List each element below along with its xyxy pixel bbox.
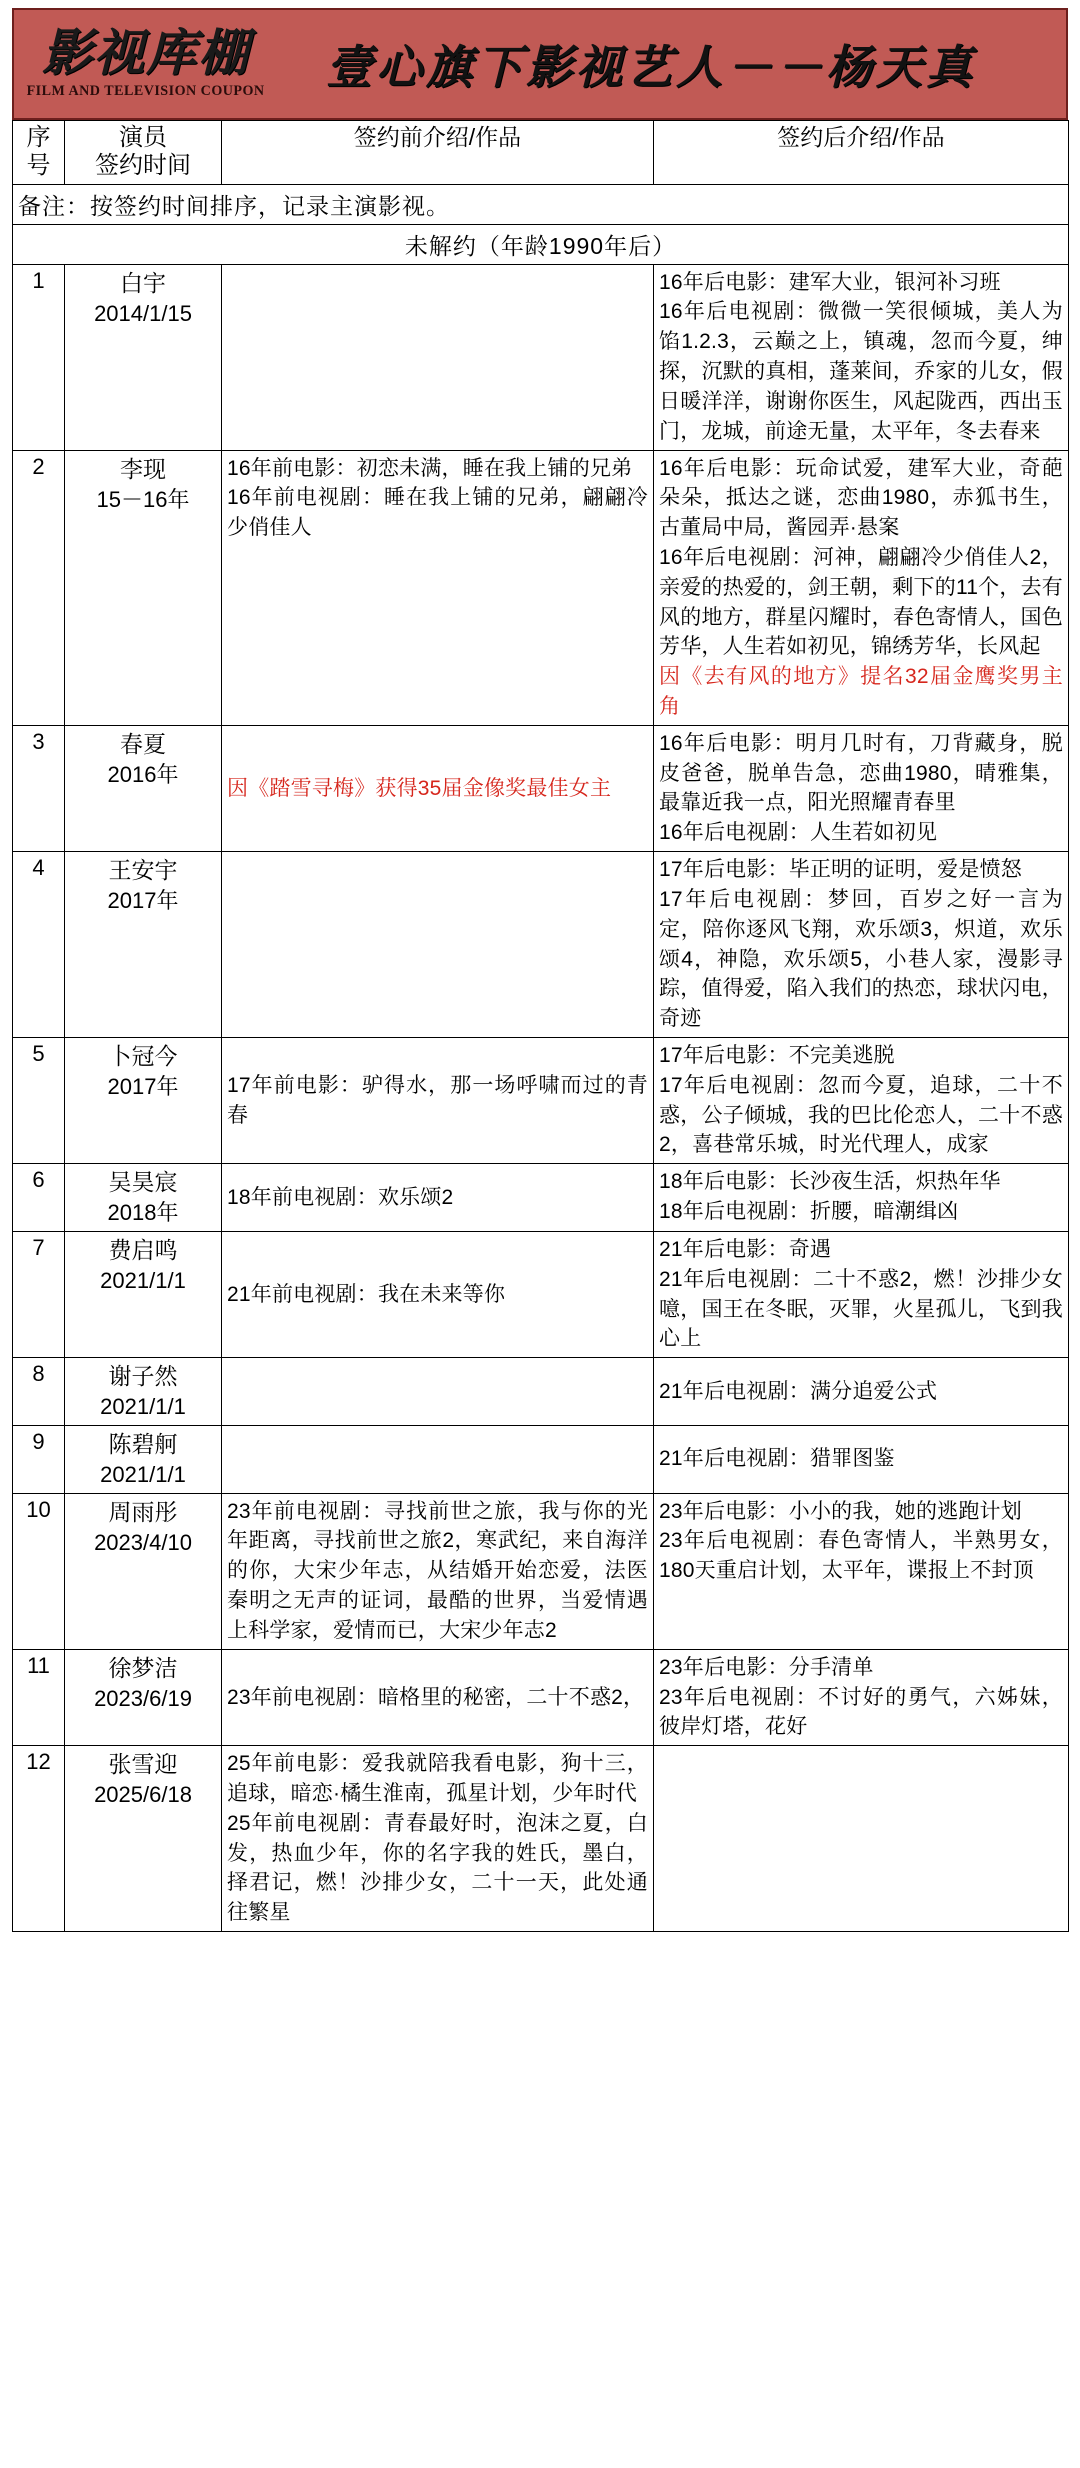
signing-date: 2017年 [107, 888, 179, 914]
work-entry: 25年前电影：爱我就陪我看电影，狗十三，追球，暗恋·橘生淮南，孤星计划，少年时代 [227, 1752, 648, 1805]
work-entry: 17年后电视剧：梦回，百岁之好一言为定，陪你逐风飞翔，欢乐颂3，炽道，欢乐颂4，神隐，欢乐颂5，小巷人家，漫影寻踪，值得爱，陷入我们的热恋，球状闪电，奇迹 [659, 887, 1063, 1031]
signing-date: 2025/6/18 [94, 1782, 192, 1808]
column-header-pre-signing: 签约前介绍/作品 [222, 121, 654, 185]
work-entry: 21年前电视剧：我在未来等你 [227, 1282, 506, 1306]
actor-name: 谢子然 [108, 1363, 178, 1390]
logo-english-text: FILM AND TELEVISION COUPON [27, 83, 265, 99]
table-row [13, 1649, 1069, 1745]
signing-date: 2016年 [107, 761, 179, 787]
actor-name: 周雨彤 [108, 1498, 178, 1525]
signing-date: 2014/1/15 [94, 300, 192, 326]
note-row [13, 184, 1069, 224]
actor-cell [65, 1164, 222, 1232]
work-entry: 18年前电视剧：欢乐颂2 [227, 1185, 454, 1209]
work-entry: 18年后电视剧：折腰，暗潮缉凶 [659, 1200, 959, 1223]
pre-signing-cell [222, 1164, 654, 1232]
actor-cell [65, 852, 222, 1038]
column-header-index [13, 121, 65, 185]
row-index: 9 [13, 1425, 65, 1493]
actor-cell [65, 1037, 222, 1163]
pre-signing-cell [222, 264, 654, 450]
pre-signing-cell [222, 450, 654, 725]
work-entry: 因《去有风的地方》提名32届金鹰奖男主角 [659, 665, 1063, 718]
row-index: 7 [13, 1231, 65, 1357]
table-body [13, 184, 1069, 1931]
post-signing-cell [654, 725, 1069, 851]
table-row [13, 1493, 1069, 1649]
signing-date: 2023/4/10 [94, 1529, 192, 1555]
column-header-actor-line1: 演员 [119, 124, 167, 151]
pre-signing-cell [222, 1037, 654, 1163]
row-index: 6 [13, 1164, 65, 1232]
work-entry: 17年后电影：毕正明的证明，爱是愤怒 [659, 858, 1022, 882]
work-entry: 18年后电影：长沙夜生活，炽热年华 [659, 1170, 1001, 1194]
actor-name: 费启鸣 [108, 1236, 178, 1263]
column-header-actor-line2: 签约时间 [95, 152, 191, 180]
pre-signing-cell [222, 852, 654, 1038]
table-row [13, 1037, 1069, 1163]
actor-name: 李现 [120, 455, 166, 482]
work-entry: 21年后电影：奇遇 [659, 1237, 832, 1261]
work-entry: 16年后电视剧：河神，翩翩冷少俏佳人2，亲爱的热爱的，剑王朝，剩下的11个，去有风的地方，群星闪耀时，春色寄情人，国色芳华，人生若如初见，锦绣芳华，长风起 [659, 545, 1063, 659]
table-row [13, 725, 1069, 851]
pre-signing-cell [222, 725, 654, 851]
header-banner [12, 8, 1068, 120]
row-index: 5 [13, 1037, 65, 1163]
table-row [13, 450, 1069, 725]
actor-cell [65, 1493, 222, 1649]
actor-cell [65, 1231, 222, 1357]
work-entry: 16年后电影：明月几时有，刀背藏身，脱皮爸爸，脱单告急，恋曲1980，晴雅集，最靠近我一点，阳光照耀青春里 [659, 731, 1063, 815]
actor-cell [65, 450, 222, 725]
table-row [13, 1231, 1069, 1357]
row-index: 10 [13, 1493, 65, 1649]
pre-signing-cell [222, 1493, 654, 1649]
post-signing-cell [654, 1037, 1069, 1163]
work-entry: 21年后电视剧：二十不惑2，燃！沙排少女噫，国王在冬眠，灭罪，火星孤儿，飞到我心上 [659, 1267, 1063, 1351]
pre-signing-cell [222, 1746, 654, 1932]
work-entry: 23年前电视剧：寻找前世之旅，我与你的光年距离，寻找前世之旅2，寒武纪，来自海洋的你，大宋少年志，从结婚开始恋爱，法医秦明之无声的证词，最酷的世界，当爱情遇上科学家，爱情而已，大宋少年志2 [227, 1499, 648, 1642]
actor-cell [65, 1425, 222, 1493]
row-index: 1 [13, 264, 65, 450]
column-header-index-line1: 序号 [26, 124, 51, 180]
post-signing-cell [654, 852, 1069, 1038]
actor-cell [65, 1649, 222, 1745]
post-signing-cell [654, 1649, 1069, 1745]
work-entry: 17年前电影：驴得水，那一场呼啸而过的青春 [227, 1073, 648, 1127]
work-entry: 17年后电影：不完美逃脱 [659, 1043, 895, 1067]
work-entry: 16年前电影：初恋未满，睡在我上铺的兄弟 [227, 456, 633, 480]
row-index: 8 [13, 1358, 65, 1426]
actor-name: 徐梦洁 [108, 1654, 178, 1681]
actor-name: 春夏 [120, 730, 166, 757]
table-row [13, 1746, 1069, 1932]
signing-date: 15－16年 [96, 486, 190, 512]
post-signing-cell [654, 1164, 1069, 1232]
post-signing-cell [654, 1746, 1069, 1932]
post-signing-cell [654, 1493, 1069, 1649]
logo-chinese-text: 影视库棚 [42, 25, 250, 81]
row-index: 4 [13, 852, 65, 1038]
work-entry: 21年后电视剧：满分追爱公式 [659, 1379, 938, 1403]
signing-date: 2021/1/1 [100, 1461, 186, 1487]
post-signing-cell [654, 1358, 1069, 1426]
table-row [13, 1425, 1069, 1493]
brand-logo [14, 10, 264, 118]
note-text: 备注：按签约时间排序，记录主演影视。 [13, 184, 1069, 224]
post-signing-cell [654, 264, 1069, 450]
signing-date: 2018年 [107, 1200, 179, 1226]
actor-cell [65, 725, 222, 851]
section-header-row [13, 224, 1069, 264]
post-signing-cell [654, 450, 1069, 725]
actor-name: 卜冠今 [108, 1042, 178, 1069]
column-header-post-signing: 签约后介绍/作品 [654, 121, 1069, 185]
work-entry: 25年前电视剧：青春最好时，泡沫之夏，白发，热血少年，你的名字我的姓氏，墨白，择君记，燃！沙排少女，二十一天，此处通往繁星 [227, 1811, 648, 1925]
actor-name: 吴昊宸 [108, 1169, 178, 1196]
actor-cell [65, 1358, 222, 1426]
signing-date: 2017年 [107, 1073, 179, 1099]
work-entry: 23年后电视剧：春色寄情人，半熟男女，180天重启计划，太平年，谍报上不封顶 [659, 1529, 1063, 1583]
artist-roster-table [12, 120, 1069, 1932]
actor-cell [65, 1746, 222, 1932]
work-entry: 16年后电视剧：微微一笑很倾城，美人为馅1.2.3，云巅之上，镇魂，忽而今夏，绅探，沉默的真相，蓬莱间，乔家的儿女，假日暖洋洋，谢谢你医生，风起陇西，西出玉门，龙城，前途无量，太平年，冬去春来 [659, 300, 1063, 443]
actor-name: 白宇 [120, 269, 166, 296]
pre-signing-cell [222, 1231, 654, 1357]
row-index: 3 [13, 725, 65, 851]
table-row [13, 1358, 1069, 1426]
post-signing-cell [654, 1425, 1069, 1493]
work-entry: 16年前电视剧：睡在我上铺的兄弟，翩翩冷少俏佳人 [227, 486, 648, 540]
work-entry: 23年后电视剧：不讨好的勇气，六姊妹，彼岸灯塔，花好 [659, 1685, 1063, 1739]
document-page [0, 8, 1080, 2468]
row-index: 2 [13, 450, 65, 725]
table-row [13, 1164, 1069, 1232]
table-header-row [13, 121, 1069, 185]
pre-signing-cell [222, 1358, 654, 1426]
section-title: 未解约（年龄1990年后） [13, 224, 1069, 264]
row-index: 12 [13, 1746, 65, 1932]
pre-signing-cell [222, 1425, 654, 1493]
work-entry: 16年后电视剧：人生若如初见 [659, 821, 938, 845]
work-entry: 因《踏雪寻梅》获得35届金像奖最佳女主 [227, 776, 612, 800]
page-title: 壹心旗下影视艺人－－杨天真 [326, 42, 976, 93]
signing-date: 2021/1/1 [100, 1394, 186, 1420]
work-entry: 23年后电影：小小的我，她的逃跑计划 [659, 1499, 1022, 1523]
pre-signing-cell [222, 1649, 654, 1745]
post-signing-cell [654, 1231, 1069, 1357]
actor-name: 陈碧舸 [108, 1430, 178, 1457]
work-entry: 16年后电影：建军大业，银河补习班 [659, 270, 1001, 294]
actor-name: 王安宇 [108, 857, 178, 884]
signing-date: 2023/6/19 [94, 1685, 192, 1711]
work-entry: 23年前电视剧：暗格里的秘密，二十不惑2， [227, 1685, 645, 1709]
signing-date: 2021/1/1 [100, 1267, 186, 1293]
row-index: 11 [13, 1649, 65, 1745]
table-row [13, 264, 1069, 450]
work-entry: 23年后电影：分手清单 [659, 1655, 874, 1679]
actor-cell [65, 264, 222, 450]
actor-name: 张雪迎 [108, 1751, 178, 1778]
work-entry: 21年后电视剧：猎罪图鉴 [659, 1447, 895, 1471]
work-entry: 16年后电影：玩命试爱，建军大业，奇葩朵朵，抵达之谜，恋曲1980，赤狐书生，古董局中局，酱园弄·悬案 [659, 456, 1063, 540]
table-row [13, 852, 1069, 1038]
work-entry: 17年后电视剧：忽而今夏，追球，二十不惑，公子倾城，我的巴比伦恋人，二十不惑2，喜巷常乐城，时光代理人，成家 [659, 1073, 1063, 1157]
column-header-actor [65, 121, 222, 185]
